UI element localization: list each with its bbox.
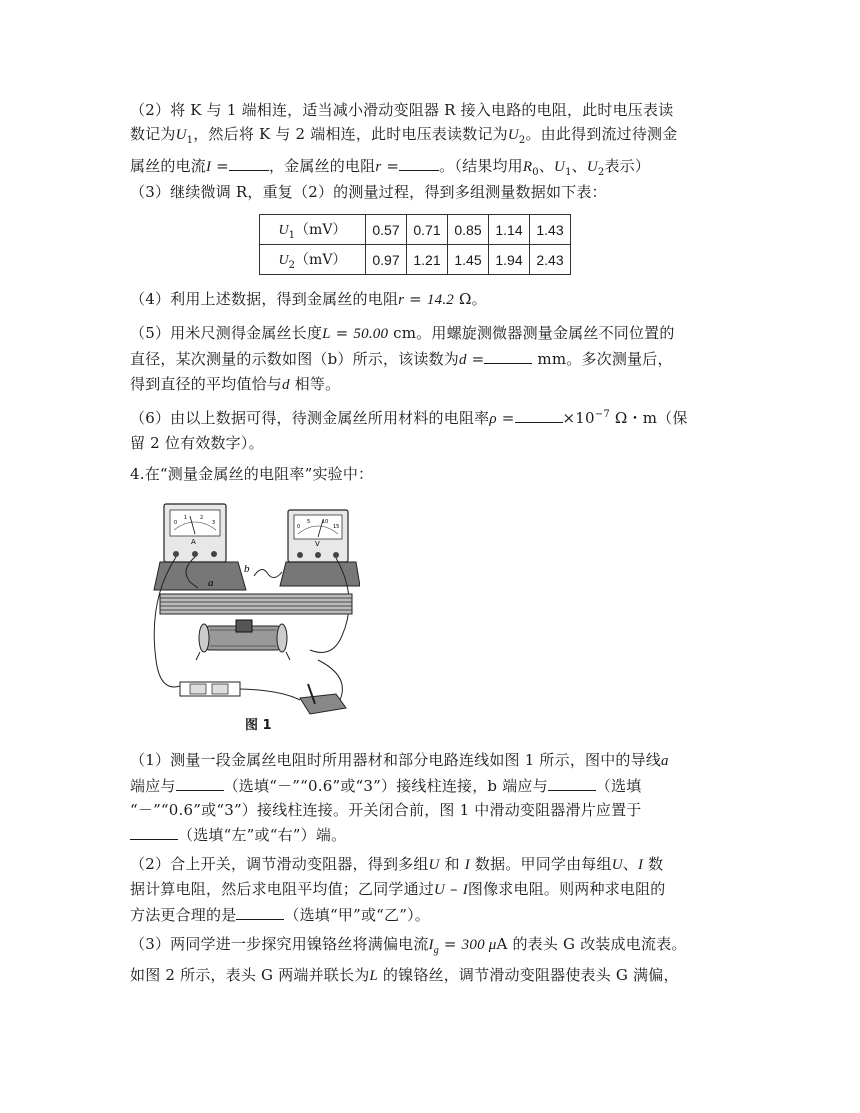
subscript: 0	[532, 167, 539, 178]
text: （选填“－”“0.6”或“3”）接线柱连接，b 端应与	[223, 777, 548, 795]
tick-label: 0	[297, 524, 301, 530]
text: 得到直径的平均值恰与	[130, 375, 283, 393]
answer-blank[interactable]	[236, 902, 284, 920]
q3-part2	[130, 98, 730, 185]
text: 数据。甲同学由每组	[469, 855, 612, 873]
symbol: U	[175, 127, 187, 143]
text: 直径，某次测量的示数如图（b）所示，该读数为	[130, 350, 460, 368]
symbol: I	[464, 857, 470, 873]
text: 留 2 位有效数字）。	[130, 434, 264, 452]
text: Ω・m（保	[609, 409, 688, 427]
table-row	[260, 245, 571, 275]
text: mm。多次测量后，	[532, 350, 673, 368]
text: 图像求电阻。则两种求电阻的	[467, 880, 666, 898]
symbol: I	[428, 937, 434, 953]
text: 相等。	[289, 375, 341, 393]
text: ，金属丝的电阻	[268, 157, 376, 175]
symbol: r	[398, 292, 405, 308]
text: =	[330, 324, 354, 342]
answer-blank[interactable]	[548, 773, 596, 791]
symbol: a	[661, 753, 669, 769]
symbol: U	[507, 127, 519, 143]
table-cell: 1.21	[407, 245, 448, 275]
text: （选填“左”或“右”）端。	[178, 826, 347, 844]
circuit-figure	[150, 500, 360, 740]
text: =	[438, 935, 462, 953]
tick-label: 1	[184, 515, 188, 521]
text: –	[445, 880, 463, 898]
text: 4.在“测量金属丝的电阻率”实验中：	[130, 465, 374, 483]
text: （选填	[595, 777, 642, 795]
text: cm。用螺旋测微器测量金属丝不同位置的	[388, 324, 675, 342]
table-cell: 0.97	[366, 245, 407, 275]
figure-caption: 图 1	[245, 718, 272, 733]
table-cell: 1.94	[489, 245, 530, 275]
text: 据计算电阻，然后求电阻平均值；乙同学通过	[130, 880, 435, 898]
text: 端应与	[130, 777, 176, 795]
row-header: $U_1(mV)$	[260, 215, 366, 245]
wire-label-a: a	[208, 577, 214, 589]
text: 。由此得到流过待测金	[525, 125, 678, 143]
symbol: μ	[484, 937, 497, 953]
text: 方法更合理的是	[130, 906, 237, 924]
metal-wire-board	[160, 594, 352, 614]
wire-label-b: b	[244, 563, 250, 575]
symbol: U	[611, 857, 623, 873]
ammeter-letter: A	[191, 538, 196, 546]
tick-label: 2	[200, 515, 204, 521]
q4-title	[130, 462, 730, 486]
symbol: L	[322, 326, 331, 342]
symbol: r	[375, 159, 382, 175]
symbol: d	[459, 352, 467, 368]
text: ，然后将 K 与 2 端相连，此时电压表读数记为	[193, 125, 508, 143]
text: =	[404, 290, 427, 308]
text: （6）由以上数据可得，待测金属丝所用材料的电阻率	[130, 409, 490, 427]
table-cell: 0.71	[407, 215, 448, 245]
value: 14.2	[426, 292, 454, 308]
text: =	[381, 157, 400, 175]
table-cell: 1.14	[489, 215, 530, 245]
text: （3）继续微调 R，重复（2）的测量过程，得到多组测量数据如下表：	[130, 183, 607, 201]
subscript: 2	[518, 135, 526, 146]
table-cell: 0.57	[366, 215, 407, 245]
text: （5）用米尺测得金属丝长度	[130, 324, 323, 342]
battery	[180, 682, 300, 700]
text: 和	[439, 855, 465, 873]
text: 数记为	[130, 125, 176, 143]
symbol: I	[206, 159, 212, 175]
voltmeter	[280, 510, 360, 586]
text: 、	[622, 855, 638, 873]
tick-label: 5	[307, 519, 311, 525]
symbol: I	[462, 882, 468, 898]
answer-blank[interactable]	[176, 773, 224, 791]
text: （4）利用上述数据，得到金属丝的电阻	[130, 290, 399, 308]
subscript: g	[433, 945, 439, 956]
text: =	[211, 157, 229, 175]
symbol: L	[369, 968, 378, 984]
text: （1）测量一段金属丝电阻时所用器材和部分电路连线如图 1 所示，图中的导线	[130, 751, 662, 769]
q3-part4	[130, 287, 730, 312]
answer-blank[interactable]	[130, 822, 178, 840]
text: “－”“0.6”或“3”）接线柱连接。开关闭合前，图 1 中滑动变阻器滑片应置于	[130, 801, 642, 819]
table-cell: 0.85	[448, 215, 489, 245]
table-cell: 2.43	[530, 245, 571, 275]
switch	[300, 660, 346, 714]
answer-blank[interactable]	[484, 346, 532, 364]
text: 数	[643, 855, 664, 873]
q4-part1	[130, 748, 730, 847]
voltmeter-letter: V	[315, 540, 320, 548]
symbol: U	[428, 857, 440, 873]
symbol: U	[434, 882, 446, 898]
symbol: U	[554, 159, 566, 175]
symbol: ρ	[489, 411, 497, 427]
table-row	[260, 215, 571, 245]
text: 如图 2 所示，表头 G 两端并联长为	[130, 966, 370, 984]
table-cell: 1.43	[530, 215, 571, 245]
answer-blank[interactable]	[515, 405, 563, 423]
tick-label: 0	[174, 520, 178, 526]
q3-part6	[130, 403, 730, 455]
table-cell: 1.45	[448, 245, 489, 275]
text: （3）两同学进一步探究用镍铬丝将满偏电流	[130, 935, 429, 953]
text: （2）合上开关，调节滑动变阻器，得到多组	[130, 855, 429, 873]
text: 属丝的电流	[130, 157, 207, 175]
symbol: d	[282, 377, 290, 393]
text: =	[496, 409, 515, 427]
answer-blank[interactable]	[399, 153, 439, 171]
row-header: $U_2(mV)$	[260, 245, 366, 275]
q3-part5	[130, 321, 730, 397]
answer-blank[interactable]	[229, 153, 269, 171]
q3-part3	[130, 180, 730, 204]
text: （2）将 K 与 1 端相连，适当减小滑动变阻器 R 接入电路的电阻，此时电压表读	[130, 101, 674, 119]
tick-label: 10	[322, 519, 329, 525]
value: 50.00	[353, 326, 389, 342]
text: （选填“甲”或“乙”）。	[284, 906, 430, 924]
subscript: 2	[597, 167, 605, 178]
symbol: U	[586, 159, 598, 175]
measurement-table	[259, 214, 571, 275]
text: =	[466, 350, 485, 368]
text: 的镍铬丝，调节滑动变阻器使表头 G 满偏，	[377, 966, 679, 984]
tick-label: 15	[333, 524, 340, 530]
q4-part3	[130, 932, 730, 988]
text: Ω。	[453, 290, 487, 308]
q4-part2	[130, 852, 730, 927]
text: ×10	[562, 409, 595, 427]
text: 、	[571, 157, 587, 175]
text: 、	[538, 157, 555, 175]
text: A 的表头 G 改装成电流表。	[496, 935, 687, 953]
ammeter	[154, 504, 246, 590]
value: 300	[461, 937, 485, 953]
tick-label: 3	[212, 520, 216, 526]
rheostat	[196, 620, 290, 660]
symbol: I	[637, 857, 644, 873]
subscript: 1	[565, 167, 572, 178]
subscript: 1	[186, 135, 194, 146]
text: 。（结果均用	[439, 157, 523, 175]
text: 表示）	[604, 157, 651, 175]
superscript: −7	[594, 409, 610, 420]
symbol: R	[522, 159, 533, 175]
